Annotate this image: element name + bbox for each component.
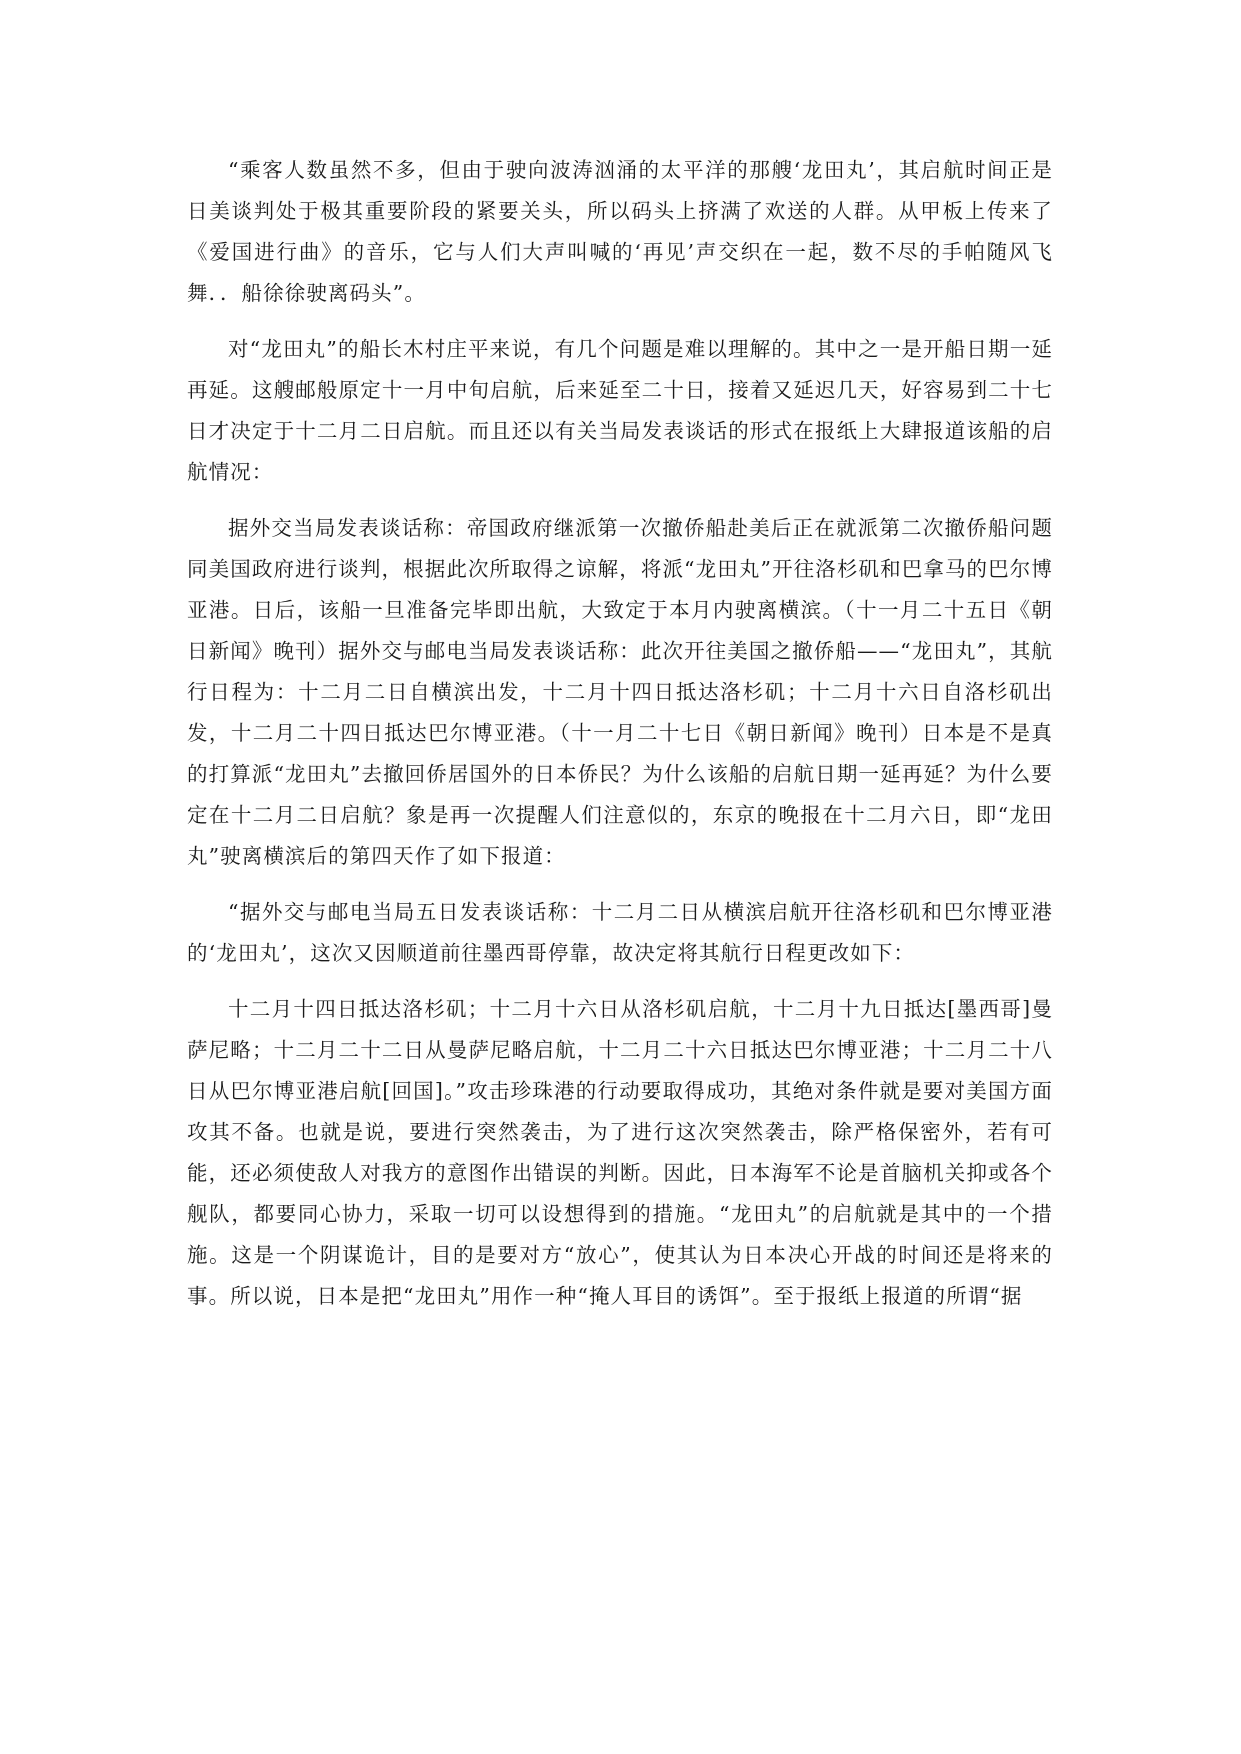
paragraph-1: “乘客人数虽然不多，但由于驶向波涛汹涌的太平洋的那艘‘龙田丸’，其启航时间正是日美谈判处于极其重要阶段的紧要关头，所以码头上挤满了欢送的人群。从甲板上传来了《爱国进行曲》的音乐，它与人们大声叫喊的‘再见’声交织在一起，数不尽的手帕随风飞舞．．船徐徐驶离码头”。 xyxy=(187,158,1053,305)
paragraph-2: 对“龙田丸”的船长木村庄平来说，有几个问题是难以理解的。其中之一是开船日期一延再延。这艘邮般原定十一月中旬启航，后来延至二十日，接着又延迟几天，好容易到二十七日才决定于十二月二日启航。而且还以有关当局发表谈话的形式在报纸上大肆报道该船的启航情况： xyxy=(187,337,1053,484)
paragraph-4: “据外交与邮电当局五日发表谈话称：十二月二日从横滨启航开往洛杉矶和巴尔博亚港的‘龙田丸’，这次又因顺道前往墨西哥停靠，故决定将其航行日程更改如下： xyxy=(187,900,1053,965)
document-page xyxy=(187,150,1053,1317)
paragraph-5: 十二月十四日抵达洛杉矶；十二月十六日从洛杉矶启航，十二月十九日抵达[墨西哥]曼萨尼略；十二月二十二日从曼萨尼略启航，十二月二十六日抵达巴尔博亚港；十二月二十八日从巴尔博亚港启航[回国]。”攻击珍珠港的行动要取得成功，其绝对条件就是要对美国方面攻其不备。也就是说，要进行突然袭击，为了进行这次突然袭击，除严格保密外，若有可能，还必须使敌人对我方的意图作出错误的判断。因此，日本海军不论是首脑机关抑或各个舰队，都要同心协力，采取一切可以设想得到的措施。“龙田丸”的启航就是其中的一个措施。这是一个阴谋诡计，目的是要对方“放心”，使其认为日本决心开战的时间还是将来的事。所以说，日本是把“龙田丸”用作一种“掩人耳目的诱饵”。至于报纸上报道的所谓“据 xyxy=(187,997,1053,1308)
paragraph-3: 据外交当局发表谈话称：帝国政府继派第一次撤侨船赴美后正在就派第二次撤侨船问题同美国政府进行谈判，根据此次所取得之谅解，将派“龙田丸”开往洛杉矶和巴拿马的巴尔博亚港。日后，该船一旦准备完毕即出航，大致定于本月内驶离横滨。（十一月二十五日《朝日新闻》晚刊）据外交与邮电当局发表谈话称：此次开往美国之撤侨船——“龙田丸”，其航行日程为：十二月二日自横滨出发，十二月十四日抵达洛杉矶；十二月十六日自洛杉矶出发，十二月二十四日抵达巴尔博亚港。（十一月二十七日《朝日新闻》晚刊）日本是不是真的打算派“龙田丸”去撤回侨居国外的日本侨民？为什么该船的启航日期一延再延？为什么要定在十二月二日启航？象是再一次提醒人们注意似的，东京的晚报在十二月六日，即“龙田丸”驶离横滨后的第四天作了如下报道： xyxy=(187,516,1053,868)
